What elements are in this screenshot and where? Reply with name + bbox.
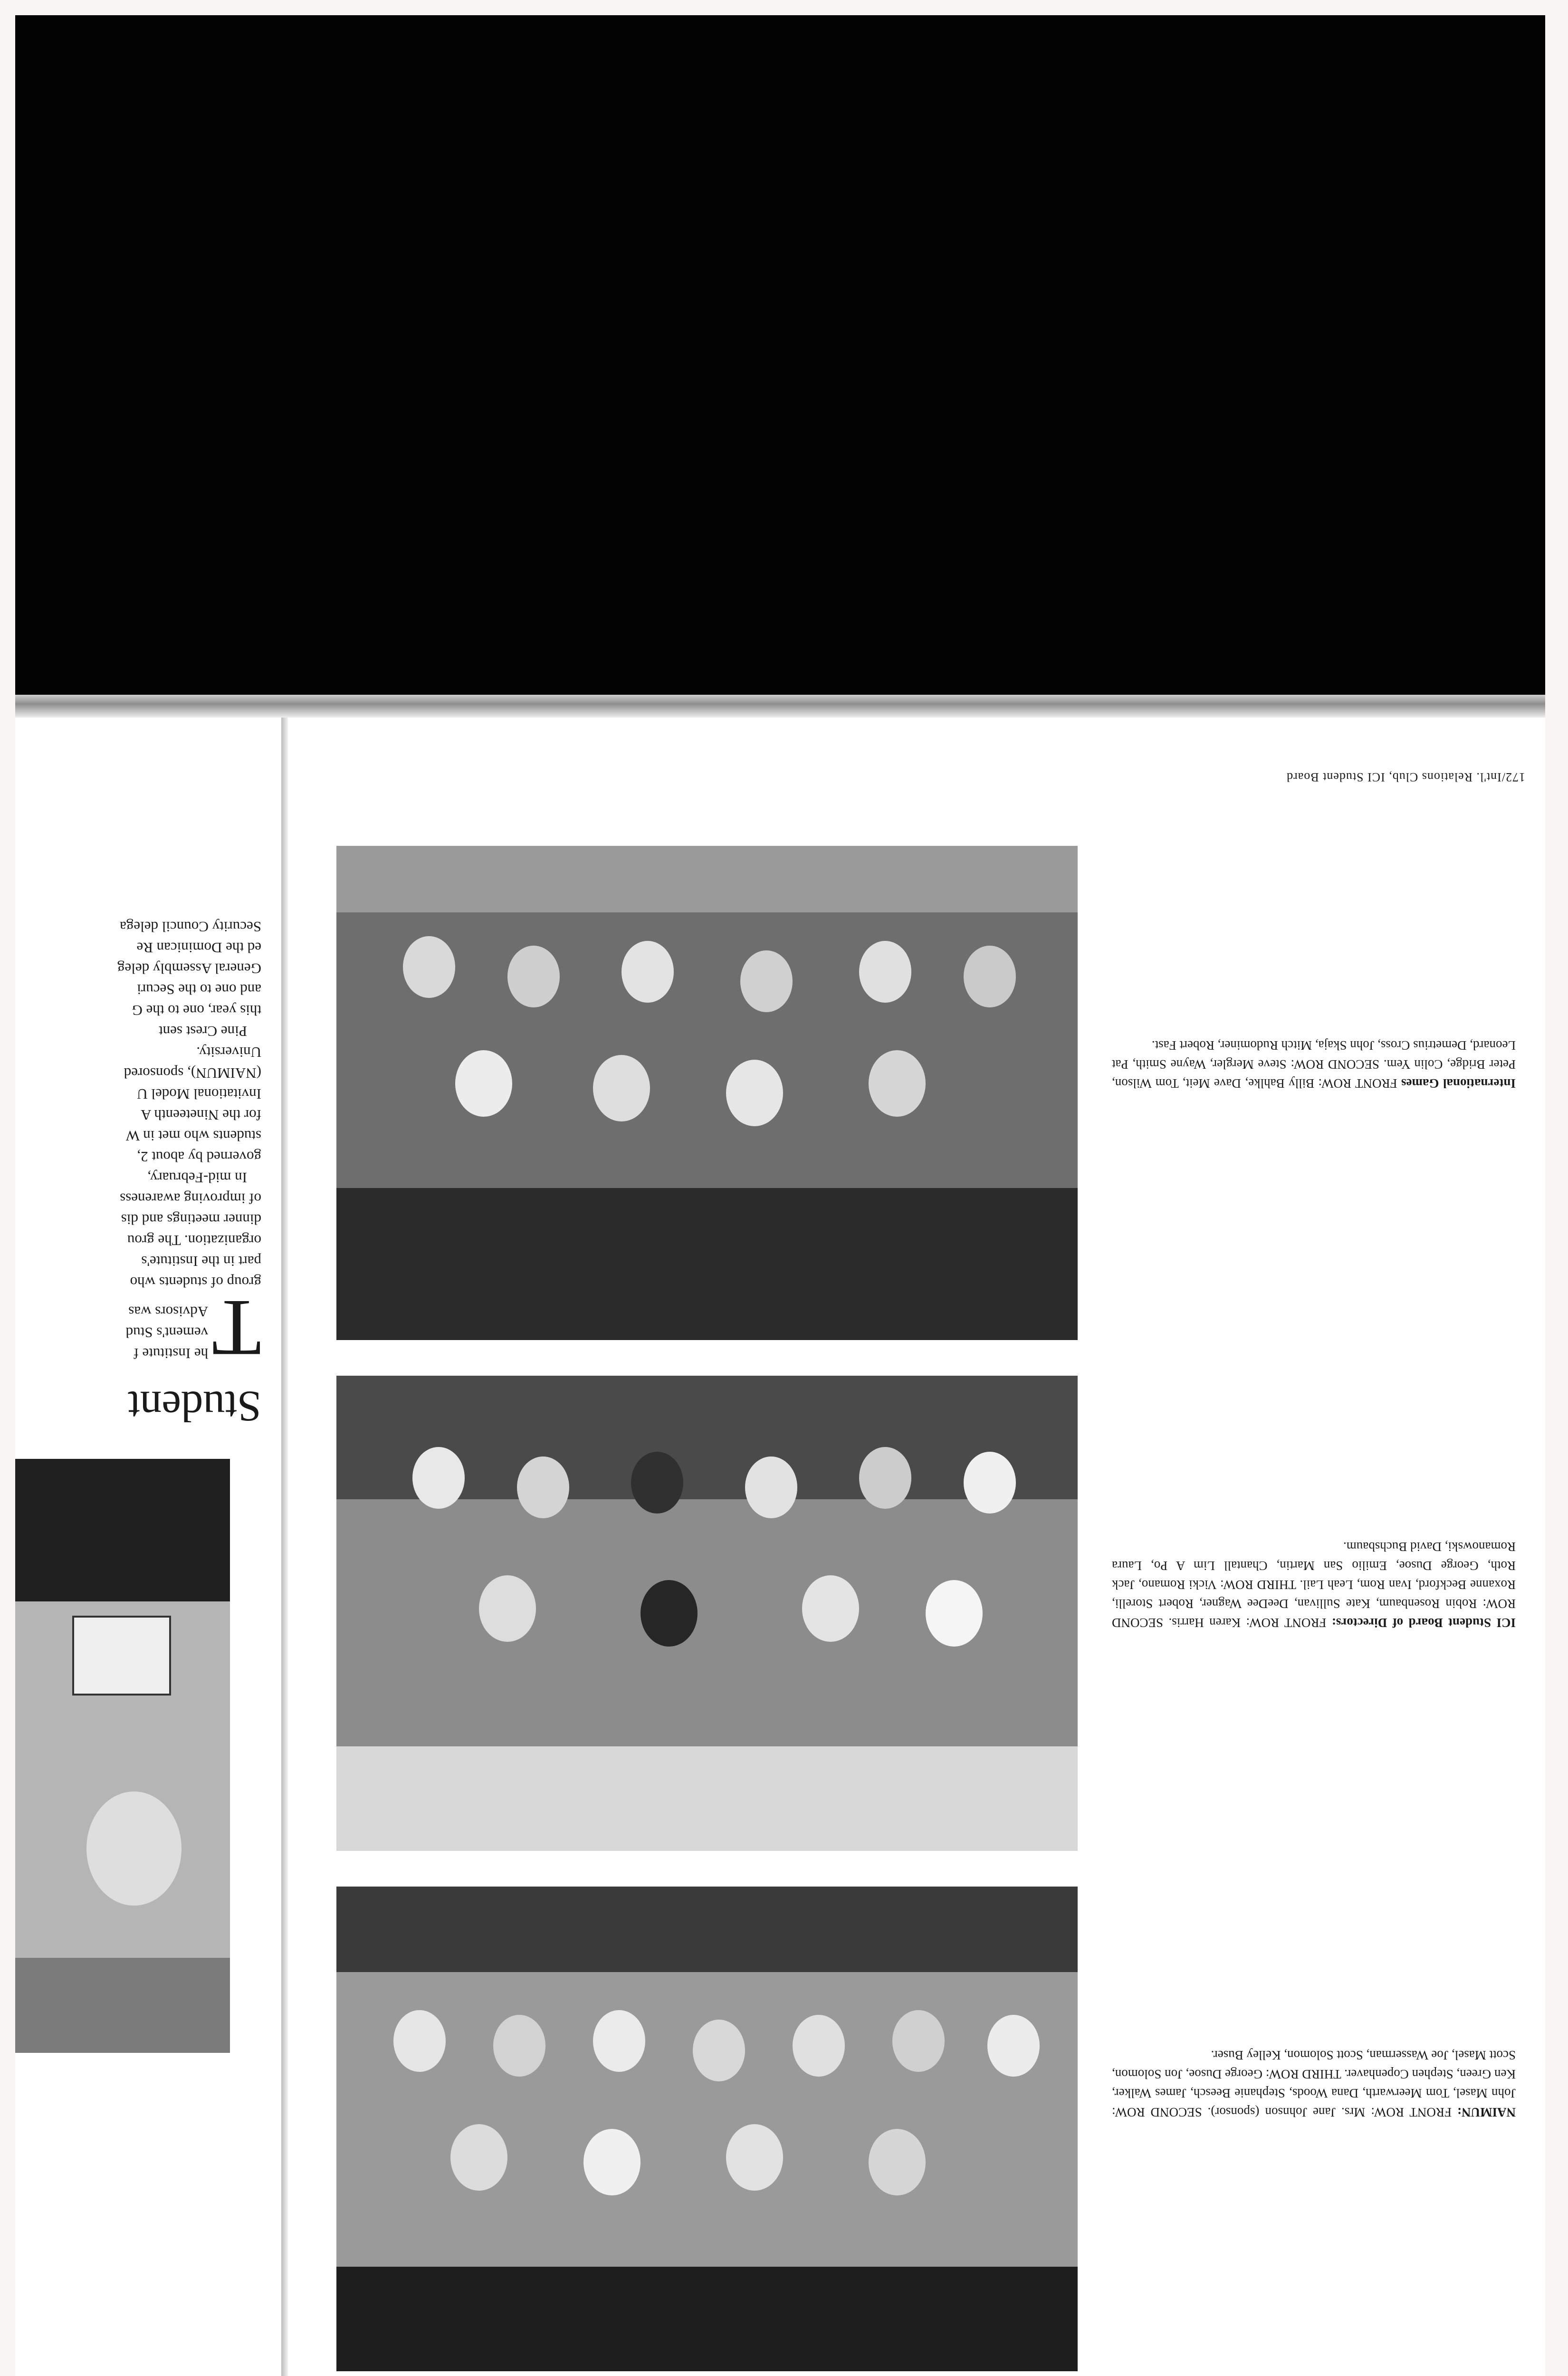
article-line: of improving awareness [120,1190,261,1207]
caption-title: International Games [1401,1076,1516,1091]
article-line: General Assembly deleg [117,960,261,977]
caption-naimun [1112,2046,1516,2122]
photo-ici-board [336,1376,1078,1851]
model-house [72,1616,171,1696]
article-line: Advisors was [128,1303,209,1320]
article-line: for the Nineteenth A [141,1107,261,1123]
article-heading: Student [127,1382,261,1431]
article-line: In mid-February, [147,1169,247,1186]
article-line: organization. The grou [127,1232,261,1249]
dark-photo-area [15,15,1545,695]
article-line: this year, one to the G [132,1002,261,1019]
page-binding-edge [15,695,1545,719]
article-line: (NAIMUN), sponsored [124,1065,261,1082]
article-line: he Institute f [134,1345,209,1362]
article-line: Security Council delega [120,919,261,935]
article-line: group of students who [130,1274,261,1291]
article-line: Pine Crest sent [159,1023,247,1040]
article-line: dinner meetings and dis [121,1211,261,1228]
caption-ici-board [1112,1537,1516,1632]
left-article [19,727,276,1440]
caption-text: FRONT ROW: Billy Bahlke, Dave Meit, Tom Wilson, Peter Bridge, Colin Yem. SECOND ROW: Steve Mergler, Wayne Smith, Pat Leonard, Demetrius Cross, John Skaja, Mitch Rudominer, Robert Fast. [1111,1038,1516,1091]
caption-text: FRONT ROW: Mrs. Jane Johnson (sponsor). SECOND ROW: John Masel, Tom Meerwarth, Dana Woods, Stephanie Beesch, James Walker, Ken Green, Stephen Copenhaver. THIRD ROW: George Dusoe, Jon Solomon, Scott Masel, Joe Wasserman, Scott Solomon, Kelley Buser. [1112,2048,1516,2119]
caption-text: FRONT ROW: Karen Harris. SECOND ROW: Robin Rosenbaum, Kate Sullivan, DeeDee Wagner, Robert Storelli, Roxanne Beckford, Ivan Rom, Leah Lail. THIRD ROW: Vicki Romano, Jack Roth, George Dusoe, Emilio San Martin, Chantall Lim A Po, Laura Romanowski, David Buchsbaum. [1112,1540,1516,1630]
article-line: and one to the Securi [137,981,261,998]
photo-international-games [336,846,1078,1340]
page-folio: 172/Int'l. Relations Club, ICI Student Board [1286,770,1525,784]
article-line: vement's Stud [125,1324,209,1341]
article-line: governed by about 2, [137,1149,261,1165]
photo-naimun [336,1887,1078,2371]
article-line: ed the Dominican Re [136,939,261,956]
caption-international-games [1112,1036,1516,1093]
photo-left-page [15,1459,230,2053]
article-line: University. [196,1044,261,1061]
caption-title: ICI Student Board of Directors: [1331,1616,1516,1630]
article-line: part in the Institute's [141,1253,261,1270]
page-gutter [281,718,288,2376]
article-line: Invitational Model U [137,1086,261,1102]
article-line: students who met in W [125,1128,261,1144]
caption-title: NAIMUN: [1457,2105,1516,2119]
article-dropcap: T [212,1284,261,1373]
